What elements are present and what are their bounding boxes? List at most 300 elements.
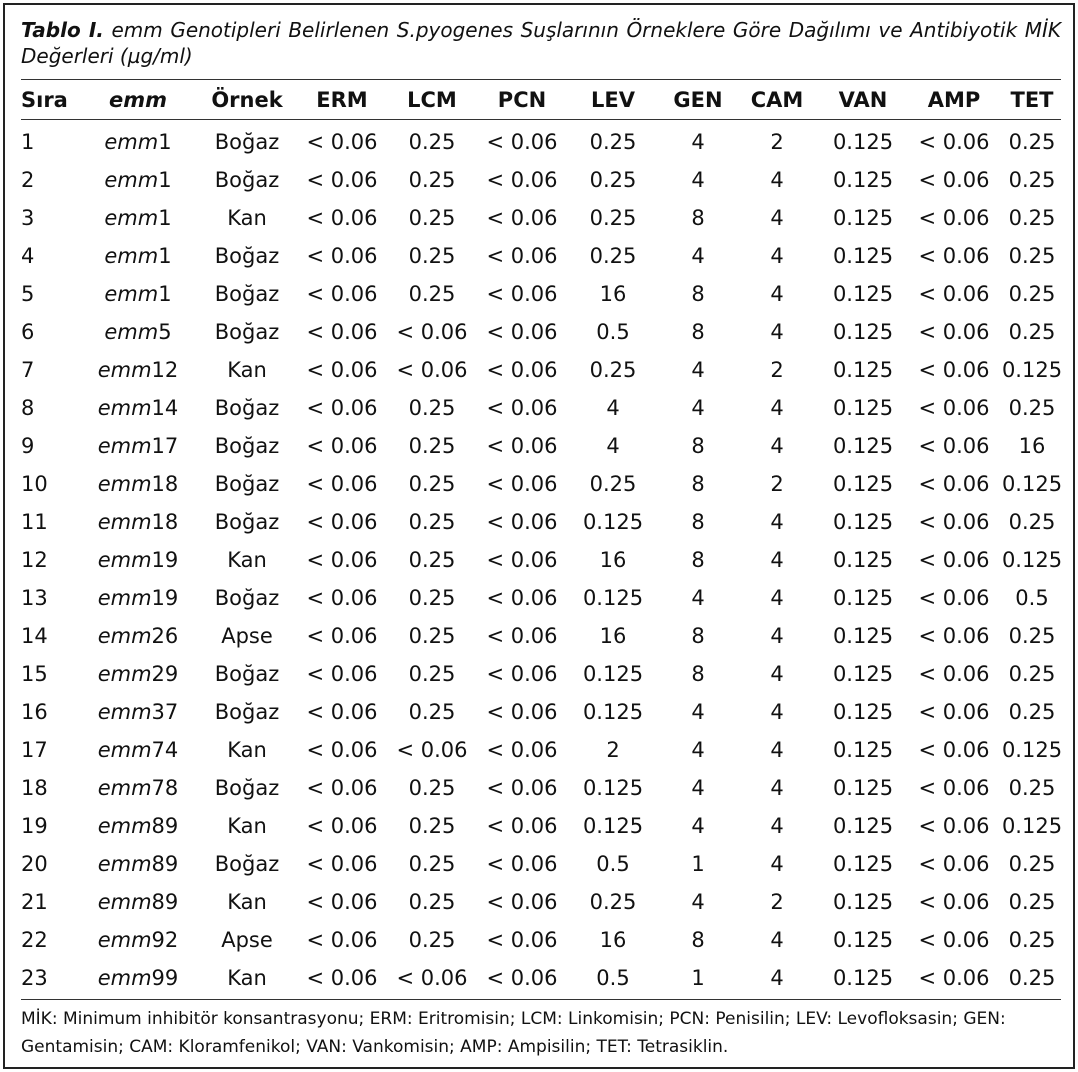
cell-tet: 0.125 (1001, 814, 1063, 838)
cell-lev: 0.125 (582, 586, 644, 610)
cell-ornek: Kan (227, 548, 267, 572)
cell-erm: < 0.06 (306, 510, 378, 534)
cell-cam: 4 (770, 510, 784, 534)
cell-ornek: Kan (227, 206, 267, 230)
cell-ornek: Kan (227, 738, 267, 762)
cell-lcm: < 0.06 (396, 738, 468, 762)
cell-tet: 0.25 (1008, 168, 1056, 192)
cell-lev: 0.25 (589, 206, 637, 230)
table-row (21, 541, 1065, 579)
cell-lcm: 0.25 (408, 244, 456, 268)
cell-emm (79, 959, 197, 997)
cell-amp: < 0.06 (918, 548, 990, 572)
table-body (21, 119, 1065, 997)
cell-lev: 16 (599, 282, 627, 306)
emm-prefix: emm (104, 206, 159, 230)
cell-cam: 4 (770, 244, 784, 268)
cell-lev: 0.125 (582, 510, 644, 534)
cell-tet: 16 (1018, 434, 1046, 458)
emm-number: 26 (151, 624, 179, 648)
cell-sira: 8 (21, 396, 35, 420)
cell-tet: 0.25 (1008, 510, 1056, 534)
cell-lcm: 0.25 (408, 510, 456, 534)
cell-pcn: < 0.06 (486, 130, 558, 154)
cell-gen: 4 (691, 168, 705, 192)
cell-lev: 0.25 (589, 472, 637, 496)
cell-emm (79, 579, 197, 617)
cell-amp: < 0.06 (918, 206, 990, 230)
cell-van: 0.125 (832, 662, 894, 686)
table-row (21, 275, 1065, 313)
cell-amp: < 0.06 (918, 130, 990, 154)
cell-emm (79, 237, 197, 275)
cell-gen: 4 (691, 586, 705, 610)
cell-gen: 4 (691, 890, 705, 914)
cell-amp: < 0.06 (918, 928, 990, 952)
cell-amp: < 0.06 (918, 320, 990, 344)
table-row (21, 465, 1065, 503)
cell-amp: < 0.06 (918, 852, 990, 876)
cell-lcm: 0.25 (408, 624, 456, 648)
cell-lcm: 0.25 (408, 472, 456, 496)
cell-emm (79, 119, 197, 161)
cell-tet: 0.25 (1008, 130, 1056, 154)
header-tet: TET (1010, 87, 1054, 112)
emm-number: 5 (158, 320, 172, 344)
cell-erm: < 0.06 (306, 168, 378, 192)
cell-tet: 0.25 (1008, 928, 1056, 952)
cell-gen: 4 (691, 244, 705, 268)
cell-sira: 3 (21, 206, 35, 230)
emm-number: 89 (151, 814, 179, 838)
cell-ornek: Boğaz (214, 852, 280, 876)
cell-van: 0.125 (832, 928, 894, 952)
cell-tet: 0.25 (1008, 776, 1056, 800)
cell-van: 0.125 (832, 510, 894, 534)
cell-lev: 16 (599, 548, 627, 572)
emm-number: 14 (151, 396, 179, 420)
cell-lev: 0.25 (589, 890, 637, 914)
cell-tet: 0.25 (1008, 320, 1056, 344)
cell-emm (79, 351, 197, 389)
cell-amp: < 0.06 (918, 890, 990, 914)
cell-erm: < 0.06 (306, 206, 378, 230)
cell-lcm: 0.25 (408, 662, 456, 686)
table-row (21, 313, 1065, 351)
table-frame (3, 3, 1075, 1069)
cell-pcn: < 0.06 (486, 624, 558, 648)
cell-amp: < 0.06 (918, 358, 990, 382)
cell-cam: 2 (770, 890, 784, 914)
cell-erm: < 0.06 (306, 814, 378, 838)
table-row (21, 959, 1065, 997)
cell-sira: 22 (21, 928, 48, 952)
cell-sira: 23 (21, 966, 48, 990)
emm-number: 1 (158, 282, 172, 306)
cell-emm (79, 693, 197, 731)
emm-prefix: emm (97, 966, 152, 990)
cell-pcn: < 0.06 (486, 472, 558, 496)
emm-prefix: emm (104, 244, 159, 268)
cell-lev: 0.5 (596, 966, 630, 990)
emm-prefix: emm (97, 358, 152, 382)
cell-tet: 0.25 (1008, 624, 1056, 648)
cell-van: 0.125 (832, 776, 894, 800)
cell-lev: 2 (606, 738, 620, 762)
cell-erm: < 0.06 (306, 282, 378, 306)
cell-gen: 8 (691, 320, 705, 344)
cell-erm: < 0.06 (306, 396, 378, 420)
cell-lev: 0.25 (589, 244, 637, 268)
cell-pcn: < 0.06 (486, 206, 558, 230)
cell-gen: 4 (691, 700, 705, 724)
table-row (21, 503, 1065, 541)
cell-pcn: < 0.06 (486, 358, 558, 382)
cell-tet: 0.125 (1001, 358, 1063, 382)
cell-lev: 0.5 (596, 852, 630, 876)
cell-tet: 0.25 (1008, 890, 1056, 914)
cell-van: 0.125 (832, 396, 894, 420)
caption-label: Tablo I. (21, 18, 104, 42)
cell-lcm: < 0.06 (396, 320, 468, 344)
cell-amp: < 0.06 (918, 434, 990, 458)
cell-gen: 4 (691, 776, 705, 800)
emm-number: 1 (158, 206, 172, 230)
cell-tet: 0.125 (1001, 548, 1063, 572)
cell-van: 0.125 (832, 244, 894, 268)
emm-prefix: emm (97, 814, 152, 838)
cell-emm (79, 389, 197, 427)
cell-lev: 0.125 (582, 700, 644, 724)
cell-lev: 0.25 (589, 358, 637, 382)
table-row (21, 807, 1065, 845)
cell-ornek: Boğaz (214, 700, 280, 724)
cell-ornek: Boğaz (214, 434, 280, 458)
cell-amp: < 0.06 (918, 244, 990, 268)
cell-erm: < 0.06 (306, 662, 378, 686)
cell-ornek: Boğaz (214, 130, 280, 154)
cell-van: 0.125 (832, 472, 894, 496)
cell-tet: 0.25 (1008, 206, 1056, 230)
cell-pcn: < 0.06 (486, 662, 558, 686)
cell-cam: 4 (770, 776, 784, 800)
header-amp: AMP (927, 87, 981, 112)
cell-gen: 1 (691, 966, 705, 990)
cell-tet: 0.125 (1001, 472, 1063, 496)
cell-van: 0.125 (832, 890, 894, 914)
table-row (21, 731, 1065, 769)
cell-lcm: 0.25 (408, 852, 456, 876)
emm-number: 29 (151, 662, 179, 686)
cell-emm (79, 465, 197, 503)
cell-pcn: < 0.06 (486, 966, 558, 990)
cell-erm: < 0.06 (306, 738, 378, 762)
cell-sira: 13 (21, 586, 48, 610)
cell-pcn: < 0.06 (486, 586, 558, 610)
cell-erm: < 0.06 (306, 130, 378, 154)
table-row (21, 199, 1065, 237)
cell-sira: 2 (21, 168, 35, 192)
cell-amp: < 0.06 (918, 472, 990, 496)
cell-van: 0.125 (832, 624, 894, 648)
emm-prefix: emm (97, 510, 152, 534)
cell-emm (79, 731, 197, 769)
cell-gen: 4 (691, 358, 705, 382)
cell-cam: 4 (770, 814, 784, 838)
cell-lcm: 0.25 (408, 700, 456, 724)
cell-emm (79, 313, 197, 351)
cell-pcn: < 0.06 (486, 738, 558, 762)
cell-lcm: 0.25 (408, 548, 456, 572)
emm-number: 18 (151, 510, 179, 534)
emm-prefix: emm (97, 434, 152, 458)
header-lcm: LCM (407, 87, 457, 112)
cell-erm: < 0.06 (306, 852, 378, 876)
table-row (21, 883, 1065, 921)
cell-cam: 4 (770, 434, 784, 458)
cell-ornek: Apse (221, 928, 273, 952)
cell-lcm: 0.25 (408, 168, 456, 192)
cell-cam: 4 (770, 282, 784, 306)
cell-lcm: 0.25 (408, 282, 456, 306)
cell-pcn: < 0.06 (486, 548, 558, 572)
table-caption (21, 17, 1061, 69)
emm-prefix: emm (97, 738, 152, 762)
cell-ornek: Boğaz (214, 396, 280, 420)
cell-cam: 2 (770, 358, 784, 382)
cell-gen: 8 (691, 928, 705, 952)
emm-prefix: emm (97, 890, 152, 914)
cell-van: 0.125 (832, 738, 894, 762)
table-row (21, 389, 1065, 427)
cell-sira: 17 (21, 738, 48, 762)
cell-tet: 0.25 (1008, 700, 1056, 724)
emm-prefix: emm (97, 776, 152, 800)
cell-cam: 4 (770, 928, 784, 952)
table-footnote: MİK: Minimum inhibitör konsantrasyonu; ERM: Eritromisin; LCM: Linkomisin; PCN: Penisilin; LEV: Levofloksasin; GEN: Gentamisin; CAM: Kloramfenikol; VAN: Vankomisin; AMP: Ampisilin; TET: Tetrasiklin. (21, 1009, 1006, 1057)
cell-amp: < 0.06 (918, 282, 990, 306)
cell-gen: 8 (691, 206, 705, 230)
cell-lev: 0.125 (582, 814, 644, 838)
cell-emm (79, 199, 197, 237)
cell-pcn: < 0.06 (486, 700, 558, 724)
header-ornek: Örnek (211, 87, 283, 112)
table-row (21, 617, 1065, 655)
emm-number: 78 (151, 776, 179, 800)
cell-amp: < 0.06 (918, 510, 990, 534)
cell-cam: 4 (770, 320, 784, 344)
cell-lcm: < 0.06 (396, 966, 468, 990)
table-row (21, 921, 1065, 959)
table-row (21, 237, 1065, 275)
cell-cam: 4 (770, 586, 784, 610)
cell-lcm: 0.25 (408, 434, 456, 458)
cell-amp: < 0.06 (918, 396, 990, 420)
cell-lcm: 0.25 (408, 130, 456, 154)
cell-amp: < 0.06 (918, 586, 990, 610)
cell-van: 0.125 (832, 358, 894, 382)
cell-erm: < 0.06 (306, 548, 378, 572)
cell-cam: 4 (770, 624, 784, 648)
cell-ornek: Boğaz (214, 662, 280, 686)
cell-amp: < 0.06 (918, 662, 990, 686)
emm-prefix: emm (97, 548, 152, 572)
cell-cam: 4 (770, 662, 784, 686)
cell-amp: < 0.06 (918, 966, 990, 990)
cell-pcn: < 0.06 (486, 320, 558, 344)
cell-lev: 16 (599, 624, 627, 648)
cell-lcm: 0.25 (408, 206, 456, 230)
emm-prefix: emm (104, 168, 159, 192)
cell-cam: 4 (770, 396, 784, 420)
cell-lev: 4 (606, 434, 620, 458)
cell-cam: 2 (770, 472, 784, 496)
cell-pcn: < 0.06 (486, 814, 558, 838)
cell-van: 0.125 (832, 586, 894, 610)
header-sira: Sıra (21, 87, 68, 112)
emm-number: 74 (151, 738, 179, 762)
cell-tet: 0.25 (1008, 396, 1056, 420)
table-row (21, 769, 1065, 807)
cell-cam: 4 (770, 700, 784, 724)
cell-emm (79, 655, 197, 693)
cell-cam: 4 (770, 168, 784, 192)
cell-lcm: 0.25 (408, 776, 456, 800)
cell-amp: < 0.06 (918, 624, 990, 648)
emm-prefix: emm (97, 700, 152, 724)
cell-amp: < 0.06 (918, 814, 990, 838)
cell-van: 0.125 (832, 814, 894, 838)
cell-lev: 16 (599, 928, 627, 952)
cell-sira: 16 (21, 700, 48, 724)
emm-prefix: emm (97, 928, 152, 952)
cell-van: 0.125 (832, 320, 894, 344)
cell-ornek: Boğaz (214, 586, 280, 610)
cell-pcn: < 0.06 (486, 776, 558, 800)
cell-ornek: Boğaz (214, 510, 280, 534)
cell-tet: 0.25 (1008, 244, 1056, 268)
cell-van: 0.125 (832, 700, 894, 724)
cell-erm: < 0.06 (306, 358, 378, 382)
cell-sira: 20 (21, 852, 48, 876)
header-cam: CAM (750, 87, 804, 112)
cell-cam: 4 (770, 206, 784, 230)
emm-number: 17 (151, 434, 179, 458)
cell-emm (79, 845, 197, 883)
cell-erm: < 0.06 (306, 244, 378, 268)
cell-tet: 0.25 (1008, 282, 1056, 306)
cell-emm (79, 617, 197, 655)
cell-emm (79, 275, 197, 313)
cell-van: 0.125 (832, 168, 894, 192)
cell-sira: 6 (21, 320, 35, 344)
cell-van: 0.125 (832, 206, 894, 230)
cell-lcm: 0.25 (408, 396, 456, 420)
table-row (21, 655, 1065, 693)
cell-amp: < 0.06 (918, 738, 990, 762)
cell-pcn: < 0.06 (486, 396, 558, 420)
cell-cam: 4 (770, 852, 784, 876)
cell-lev: 0.125 (582, 776, 644, 800)
cell-emm (79, 541, 197, 579)
cell-sira: 21 (21, 890, 48, 914)
cell-emm (79, 769, 197, 807)
cell-sira: 14 (21, 624, 48, 648)
emm-prefix: emm (97, 586, 152, 610)
cell-ornek: Boğaz (214, 472, 280, 496)
cell-van: 0.125 (832, 282, 894, 306)
cell-gen: 1 (691, 852, 705, 876)
cell-van: 0.125 (832, 852, 894, 876)
cell-gen: 8 (691, 282, 705, 306)
cell-pcn: < 0.06 (486, 928, 558, 952)
emm-prefix: emm (104, 282, 159, 306)
table-row (21, 579, 1065, 617)
cell-emm (79, 883, 197, 921)
table-row (21, 693, 1065, 731)
emm-number: 89 (151, 852, 179, 876)
emm-number: 19 (151, 586, 179, 610)
emm-number: 92 (151, 928, 179, 952)
cell-erm: < 0.06 (306, 434, 378, 458)
cell-sira: 7 (21, 358, 35, 382)
emm-number: 89 (151, 890, 179, 914)
mic-table (21, 80, 1065, 997)
cell-tet: 0.125 (1001, 738, 1063, 762)
cell-sira: 18 (21, 776, 48, 800)
header-lev: LEV (591, 87, 635, 112)
cell-erm: < 0.06 (306, 928, 378, 952)
emm-number: 1 (158, 244, 172, 268)
cell-pcn: < 0.06 (486, 434, 558, 458)
cell-gen: 8 (691, 624, 705, 648)
emm-prefix: emm (97, 852, 152, 876)
header-emm: emm (108, 87, 167, 112)
emm-prefix: emm (97, 624, 152, 648)
header-gen: GEN (673, 87, 723, 112)
emm-number: 18 (151, 472, 179, 496)
cell-van: 0.125 (832, 966, 894, 990)
cell-pcn: < 0.06 (486, 244, 558, 268)
cell-emm (79, 503, 197, 541)
header-row (21, 80, 1065, 119)
cell-sira: 19 (21, 814, 48, 838)
cell-amp: < 0.06 (918, 168, 990, 192)
cell-pcn: < 0.06 (486, 168, 558, 192)
rule-bottom (21, 999, 1061, 1000)
cell-pcn: < 0.06 (486, 282, 558, 306)
cell-sira: 11 (21, 510, 48, 534)
cell-lev: 4 (606, 396, 620, 420)
emm-prefix: emm (97, 662, 152, 686)
cell-ornek: Kan (227, 814, 267, 838)
cell-lev: 0.5 (596, 320, 630, 344)
cell-ornek: Boğaz (214, 282, 280, 306)
cell-tet: 0.25 (1008, 852, 1056, 876)
cell-erm: < 0.06 (306, 890, 378, 914)
header-van: VAN (838, 87, 888, 112)
cell-pcn: < 0.06 (486, 510, 558, 534)
cell-lev: 0.25 (589, 168, 637, 192)
cell-van: 0.125 (832, 548, 894, 572)
cell-gen: 8 (691, 510, 705, 534)
cell-lcm: < 0.06 (396, 358, 468, 382)
emm-prefix: emm (97, 472, 152, 496)
cell-ornek: Boğaz (214, 320, 280, 344)
cell-erm: < 0.06 (306, 776, 378, 800)
emm-number: 19 (151, 548, 179, 572)
cell-tet: 0.25 (1008, 966, 1056, 990)
